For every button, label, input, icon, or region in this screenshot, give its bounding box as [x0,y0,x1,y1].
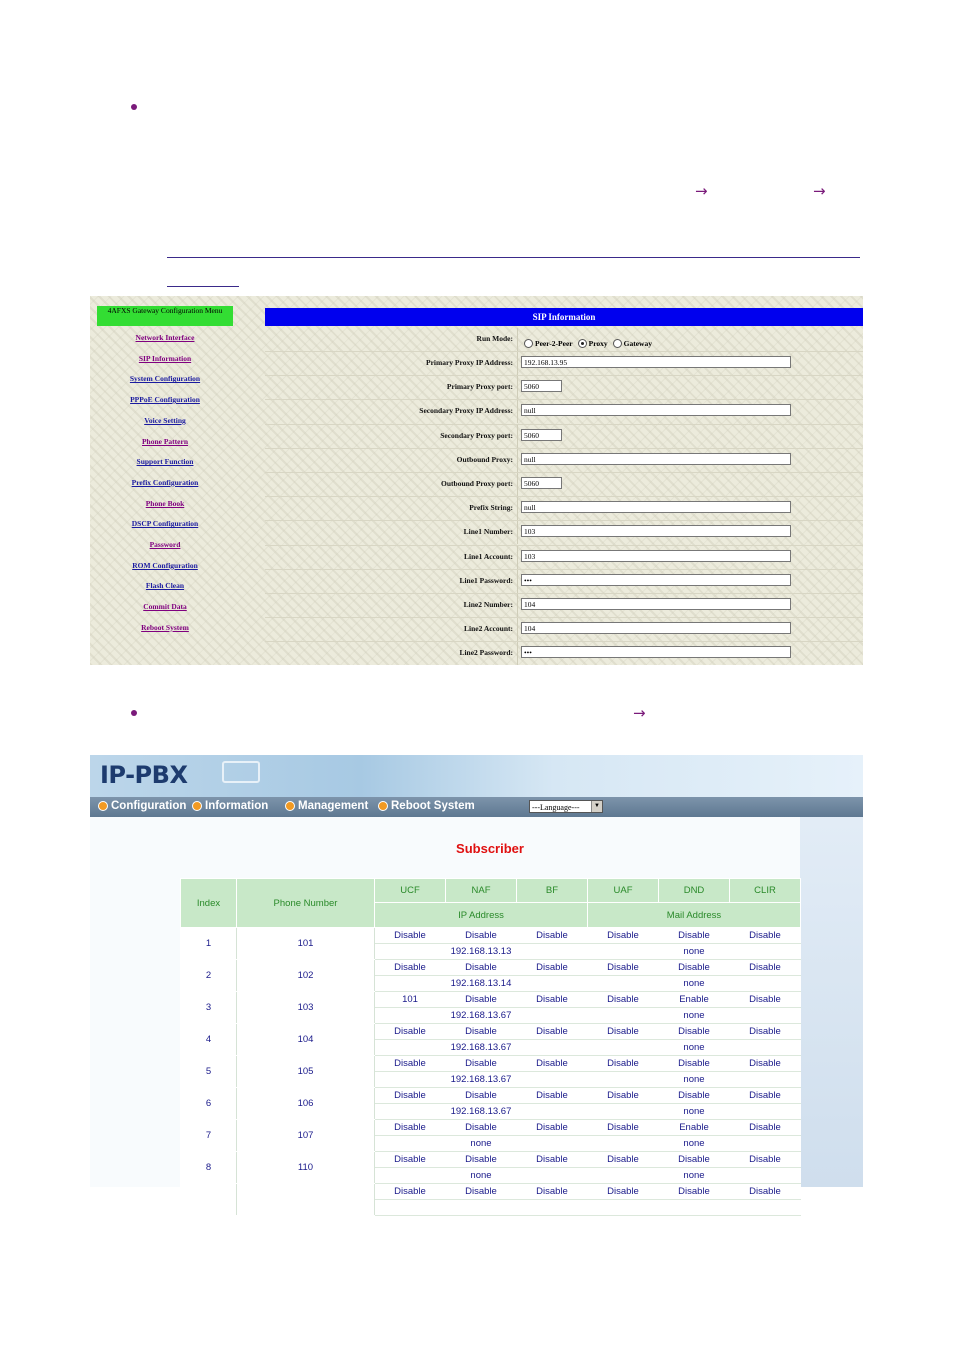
nav-bullet-icon [192,801,202,811]
table-row [181,1152,801,1168]
banner-decoration [222,761,260,783]
row-mail-address: none [588,944,801,960]
row-flag-cell: Disable [446,1088,517,1104]
run-mode-radio-group [524,334,657,352]
menu-item-phone-pattern[interactable]: Phone Pattern [141,436,189,446]
row-flag-cell: Disable [730,1120,801,1136]
row-flag-cell: Disable [659,1184,730,1200]
row-flag-cell: Disable [446,928,517,944]
menu-title: 4AFXS Gateway Configuration Menu [97,306,233,326]
sip-information-screenshot [90,296,863,665]
run-mode-label: Run Mode: [476,334,513,343]
row-ip-address [375,1200,588,1216]
menu-item-commit-data[interactable]: Commit Data [143,602,187,612]
row-phone-number: 102 [237,960,375,992]
row-flag-cell: Disable [517,1088,588,1104]
row-flag-cell: Disable [517,1056,588,1072]
row-index: 1 [181,928,237,960]
row-mail-address [588,1200,801,1216]
menu-item-network-interface[interactable]: Network Interface [135,333,195,342]
row-flag-cell: Disable [730,1152,801,1168]
col-phone-number-header: Phone Number [237,879,375,928]
nav-bullet-icon [98,801,108,811]
page-title: Subscriber [456,841,524,856]
sip-field-label: Secondary Proxy IP Address: [419,406,513,416]
sip-field-label: Outbound Proxy: [456,454,513,464]
run-mode-option-label: Gateway [623,338,652,348]
row-index: 3 [181,992,237,1024]
col-bf-header: BF [517,879,588,903]
row-flag-cell: Disable [517,992,588,1008]
row-flag-cell: 101 [375,992,446,1008]
sip-field-input[interactable]: 192.168.13.95 [521,356,791,368]
col-naf-header: NAF [446,879,517,903]
row-flag-cell: Disable [730,928,801,944]
bullet-point-2 [131,710,137,716]
col-ip-address-header: IP Address [375,903,588,928]
sip-field-label: Primary Proxy port: [446,382,513,392]
row-flag-cell: Disable [446,1184,517,1200]
row-ip-address: none [375,1168,588,1184]
row-index: 8 [181,1152,237,1184]
nav-management[interactable]: Management [285,800,368,812]
row-ip-address: 192.168.13.67 [375,1104,588,1120]
row-ip-address: 192.168.13.67 [375,1008,588,1024]
nav-configuration[interactable]: Configuration [98,800,186,812]
row-flag-cell: Disable [659,960,730,976]
menu-item-rom-configuration[interactable]: ROM Configuration [132,560,198,570]
row-flag-cell: Disable [659,1152,730,1168]
sip-field-input[interactable]: null [521,501,791,513]
sip-field-label: Line2 Password: [459,648,513,658]
row-flag-cell: Disable [517,1184,588,1200]
arrow-right-icon: → [813,182,826,200]
run-mode-radio-peer-2-peer[interactable] [524,339,533,348]
nav-bar [90,797,863,817]
row-mail-address: none [588,1168,801,1184]
col-uaf-header: UAF [588,879,659,903]
row-phone-number: 101 [237,928,375,960]
table-row [181,1088,801,1104]
table-row [181,928,801,944]
underline-rule [167,257,860,258]
row-ip-address: 192.168.13.67 [375,1072,588,1088]
underline-rule [167,286,239,287]
sip-field-row [265,593,863,617]
subscriber-table-body [181,928,801,1216]
sip-field-input[interactable]: 104 [521,598,791,610]
sip-field-input[interactable]: 103 [521,525,791,537]
row-flag-cell: Disable [659,1024,730,1040]
run-mode-option-label: Peer-2-Peer [535,338,573,348]
nav-bullet-icon [378,801,388,811]
row-index: 7 [181,1120,237,1152]
menu-item-dscp-configuration[interactable]: DSCP Configuration [131,519,199,529]
table-row [181,1120,801,1136]
sip-field-input[interactable]: 104 [521,622,791,634]
row-flag-cell: Disable [730,960,801,976]
menu-item-sip-information[interactable]: SIP Information [138,353,192,363]
sip-field-row [265,351,863,375]
sip-field-label: Line1 Number: [463,527,513,537]
row-phone-number: 106 [237,1088,375,1120]
ip-pbx-logo: IP-PBX [100,761,188,789]
table-row [181,960,801,976]
chevron-down-icon: ▼ [591,801,602,812]
sip-field-row [265,617,863,641]
ip-pbx-screenshot [90,755,863,1197]
row-index: 4 [181,1024,237,1056]
subscriber-table [180,878,801,1216]
row-flag-cell: Disable [375,1184,446,1200]
col-mail-address-header: Mail Address [588,903,801,928]
sip-field-row [265,496,863,520]
menu-item-reboot-system[interactable]: Reboot System [141,622,189,632]
row-flag-cell: Disable [375,1024,446,1040]
sip-field-input[interactable]: 5060 [521,429,562,441]
row-ip-address: 192.168.13.13 [375,944,588,960]
col-dnd-header: DND [659,879,730,903]
nav-reboot-system[interactable]: Reboot System [378,800,475,812]
row-flag-cell: Disable [517,960,588,976]
arrow-right-icon: → [633,704,646,722]
sip-field-input[interactable]: null [521,404,791,416]
col-index-header: Index [181,879,237,928]
row-mail-address: none [588,1040,801,1056]
row-phone-number: 105 [237,1056,375,1088]
row-flag-cell: Disable [588,1184,659,1200]
row-flag-cell: Disable [588,1056,659,1072]
row-mail-address: none [588,1008,801,1024]
row-flag-cell: Disable [588,992,659,1008]
row-phone-number: 110 [237,1152,375,1184]
sip-field-label: Secondary Proxy port: [440,430,513,440]
row-index: 5 [181,1056,237,1088]
bullet-point-1 [131,104,137,110]
row-flag-cell: Disable [446,960,517,976]
row-flag-cell: Enable [659,1120,730,1136]
row-flag-cell: Disable [517,1024,588,1040]
row-index [181,1184,237,1216]
row-phone-number [237,1184,375,1216]
run-mode-option-label: Proxy [588,338,608,348]
nav-information[interactable]: Information [192,800,268,812]
row-ip-address: none [375,1136,588,1152]
row-flag-cell: Disable [588,1152,659,1168]
row-flag-cell: Disable [588,960,659,976]
language-select[interactable]: ---Language--- ▼ [529,800,603,813]
row-mail-address: none [588,1104,801,1120]
table-row [181,992,801,1008]
row-flag-cell: Disable [730,1184,801,1200]
sip-field-row [265,545,863,569]
row-flag-cell: Enable [659,992,730,1008]
row-flag-cell: Disable [375,960,446,976]
row-index: 2 [181,960,237,992]
row-flag-cell: Disable [659,1088,730,1104]
row-phone-number: 104 [237,1024,375,1056]
sip-field-input[interactable]: ••• [521,646,791,658]
row-flag-cell: Disable [446,1024,517,1040]
sip-field-label: Line2 Account: [464,624,513,634]
sip-field-input[interactable]: null [521,453,791,465]
sip-field-input[interactable]: 5060 [521,380,562,392]
row-flag-cell: Disable [517,928,588,944]
row-mail-address: none [588,1072,801,1088]
nav-bullet-icon [285,801,295,811]
run-mode-row [265,328,863,351]
row-flag-cell: Disable [517,1152,588,1168]
row-flag-cell: Disable [588,928,659,944]
sip-header: SIP Information [265,308,863,326]
run-mode-radio-gateway[interactable] [613,339,622,348]
row-mail-address: none [588,976,801,992]
row-flag-cell: Disable [446,1056,517,1072]
sip-field-label: Prefix String: [469,503,513,513]
sip-field-row [265,399,863,423]
row-flag-cell: Disable [730,1056,801,1072]
row-flag-cell: Disable [375,928,446,944]
row-flag-cell: Disable [588,1024,659,1040]
sip-field-row [265,520,863,544]
run-mode-radio-proxy[interactable] [578,339,587,348]
sip-field-label: Line2 Number: [463,600,513,609]
row-flag-cell: Disable [375,1152,446,1168]
col-clir-header: CLIR [730,879,801,903]
row-flag-cell: Disable [730,1024,801,1040]
sip-field-label: Line1 Account: [464,551,513,561]
row-flag-cell: Disable [446,1152,517,1168]
sip-field-row [265,375,863,399]
row-flag-cell: Disable [517,1120,588,1136]
menu-item-flash-clean[interactable]: Flash Clean [145,581,185,591]
row-mail-address: none [588,1136,801,1152]
sip-field-row [265,472,863,496]
menu-item-support-function[interactable]: Support Function [136,457,194,467]
row-flag-cell: Disable [659,1056,730,1072]
sip-field-input[interactable]: 103 [521,550,791,562]
menu-item-phone-book[interactable]: Phone Book [145,498,185,508]
menu-item-prefix-configuration[interactable]: Prefix Configuration [131,477,199,487]
arrow-right-icon: → [695,182,708,200]
sip-field-row [265,448,863,472]
row-ip-address: 192.168.13.67 [375,1040,588,1056]
col-ucf-header: UCF [375,879,446,903]
table-row [181,1024,801,1040]
row-flag-cell: Disable [730,992,801,1008]
menu-item-voice-setting[interactable]: Voice Setting [144,415,186,425]
menu-item-system-configuration[interactable]: System Configuration [129,374,201,384]
table-row [181,1184,801,1200]
sip-field-label: Outbound Proxy port: [441,479,513,488]
sip-field-row [265,424,863,448]
sip-field-row [265,641,863,665]
row-flag-cell: Disable [375,1120,446,1136]
row-flag-cell: Disable [588,1120,659,1136]
row-flag-cell: Disable [588,1088,659,1104]
sip-field-input[interactable]: ••• [521,574,791,586]
sip-field-row [265,569,863,593]
row-phone-number: 103 [237,992,375,1024]
row-ip-address: 192.168.13.14 [375,976,588,992]
side-decoration [800,817,863,1187]
row-index: 6 [181,1088,237,1120]
row-flag-cell: Disable [446,1120,517,1136]
row-flag-cell: Disable [375,1088,446,1104]
row-flag-cell: Disable [375,1056,446,1072]
menu-item-pppoe-configuration[interactable]: PPPoE Configuration [130,395,200,405]
row-flag-cell: Disable [730,1088,801,1104]
menu-item-password[interactable]: Password [149,540,181,549]
sip-field-label: Primary Proxy IP Address: [425,358,513,367]
sip-field-input[interactable]: 5060 [521,477,562,489]
sip-field-label: Line1 Password: [459,575,513,585]
row-flag-cell: Disable [446,992,517,1008]
row-phone-number: 107 [237,1120,375,1152]
row-flag-cell: Disable [659,928,730,944]
table-row [181,1056,801,1072]
banner [90,755,863,797]
